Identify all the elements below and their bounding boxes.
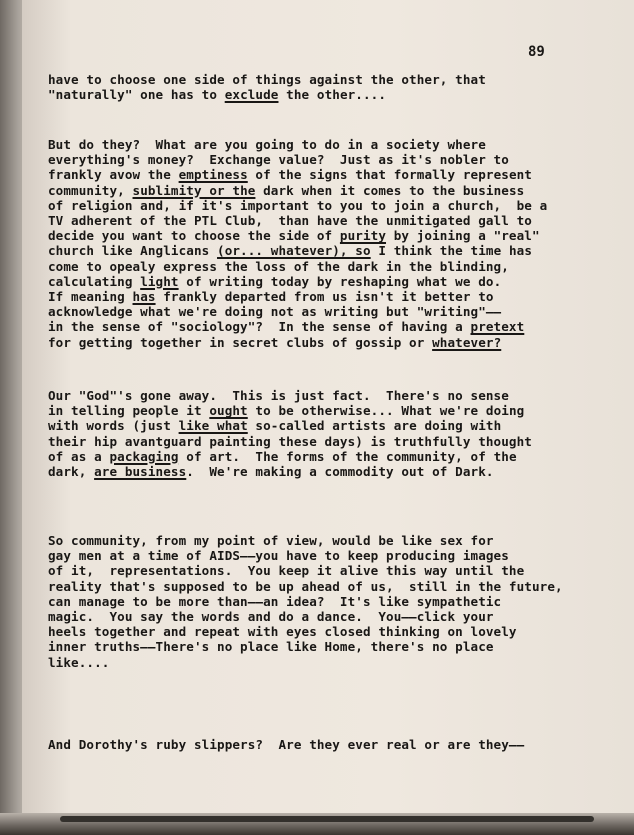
- book-bottom-edge: [0, 813, 634, 835]
- text-segment: in the sense of "sociology"? In the sense of having a: [48, 319, 471, 335]
- page-number: 89: [528, 44, 545, 60]
- text-line: [48, 434, 532, 450]
- text-segment: of it, representations. You keep it alive this way until the: [48, 563, 525, 579]
- underlined-text: whatever?: [432, 334, 502, 350]
- text-segment: If meaning: [48, 289, 133, 304]
- text-line: [48, 335, 501, 351]
- text-segment: of the signs that formally represent: [247, 167, 532, 183]
- text-line: [48, 609, 494, 625]
- text-segment: frankly avow the: [48, 167, 179, 183]
- underlined-text: has: [132, 289, 156, 304]
- text-segment: have to choose one side of things against the other, that: [48, 72, 486, 87]
- text-segment: the other....: [278, 87, 387, 103]
- text-segment: I think the time has: [370, 243, 532, 259]
- text-segment: So community, from my point of view, would be like sex for: [48, 533, 494, 548]
- text-segment: But do they? What are you going to do in a society where: [48, 137, 486, 152]
- text-segment: of art. The forms of the community, of the: [178, 448, 517, 464]
- text-segment: dark when it comes to the business: [255, 182, 525, 198]
- underlined-text: pretext: [470, 319, 525, 335]
- text-segment: church like Anglicans: [48, 243, 218, 259]
- text-line: [48, 737, 524, 753]
- underlined-text: (or... whatever), so: [217, 243, 371, 259]
- text-segment: calculating: [48, 273, 141, 289]
- underlined-text: exclude: [224, 87, 279, 103]
- text-segment: TV adherent of the PTL Club, than have the unmitigated gall to: [48, 213, 532, 228]
- text-segment: heels together and repeat with eyes closed thinking on lovely: [48, 624, 517, 640]
- underlined-text: light: [140, 273, 179, 289]
- text-segment: magic. You say the words and do a dance. You——click your: [48, 609, 494, 624]
- text-segment: for getting together in secret clubs of gossip or: [48, 334, 433, 350]
- text-segment: everything's money? Exchange value? Just as it's nobler to: [48, 152, 509, 168]
- text-segment: gay men at a time of AIDS——you have to keep producing images: [48, 548, 509, 564]
- text-line: [48, 213, 532, 229]
- text-line: [48, 449, 517, 465]
- text-line: [48, 594, 501, 610]
- text-segment: of writing today by reshaping what we do.: [178, 273, 502, 289]
- text-line: [48, 228, 540, 244]
- text-segment: so-called artists are doing with: [247, 418, 502, 434]
- underlined-text: like what: [178, 418, 248, 434]
- text-line: [48, 418, 501, 434]
- text-line: [48, 624, 517, 640]
- text-line: [48, 183, 524, 199]
- text-line: [48, 403, 524, 419]
- text-segment: Our "God"'s gone away. This is just fact. There's no sense: [48, 388, 509, 403]
- underlined-text: ought: [209, 403, 248, 419]
- text-line: [48, 563, 524, 579]
- text-segment: community,: [48, 182, 133, 198]
- text-line: [48, 72, 486, 88]
- text-line: [48, 388, 509, 404]
- text-segment: of religion and, if it's important to you to join a church, be a: [48, 197, 548, 213]
- underlined-text: purity: [339, 228, 387, 244]
- underlined-text: emptiness: [178, 167, 248, 183]
- text-segment: decide you want to choose the side of: [48, 228, 340, 244]
- text-segment: to be otherwise... What we're doing: [247, 403, 525, 419]
- text-line: [48, 259, 509, 275]
- text-segment: come to opealy express the loss of the dark in the blinding,: [48, 258, 509, 274]
- text-line: [48, 167, 532, 183]
- text-segment: dark,: [48, 464, 95, 479]
- text-segment: with words (just: [48, 418, 179, 434]
- text-segment: by joining a "real": [386, 228, 540, 244]
- text-segment: of as a: [48, 448, 110, 464]
- text-line: [48, 152, 509, 168]
- text-segment: . We're making a commodity out of Dark.: [186, 464, 494, 479]
- text-line: [48, 274, 501, 290]
- text-segment: their hip avantguard painting these days) is truthfully thought: [48, 433, 532, 449]
- underlined-text: are business: [94, 464, 187, 479]
- underlined-text: packaging: [109, 448, 179, 464]
- text-line: [48, 319, 524, 335]
- text-line: [48, 533, 494, 549]
- text-segment: And Dorothy's ruby slippers? Are they ever real or are they——: [48, 737, 525, 752]
- text-line: [48, 655, 109, 671]
- text-line: [48, 198, 547, 214]
- text-segment: inner truths——There's no place like Home, there's no place: [48, 639, 494, 655]
- underlined-text: sublimity or the: [132, 182, 256, 198]
- text-segment: in telling people it: [48, 403, 210, 419]
- text-segment: acknowledge what we're doing not as writing but "writing"——: [48, 304, 502, 320]
- text-line: [48, 548, 509, 564]
- text-line: [48, 87, 386, 103]
- text-segment: can manage to be more than——an idea? It's like sympathetic: [48, 593, 502, 609]
- text-segment: reality that's supposed to be up ahead of us, still in the future,: [48, 578, 563, 594]
- text-line: [48, 243, 532, 259]
- text-line: [48, 137, 486, 153]
- text-segment: "naturally" one has to: [48, 87, 225, 103]
- text-line: [48, 639, 494, 655]
- text-line: [48, 464, 494, 480]
- text-segment: frankly departed from us isn't it better to: [155, 289, 494, 304]
- text-line: [48, 304, 501, 320]
- text-segment: like....: [48, 654, 110, 670]
- text-line: [48, 289, 494, 305]
- text-line: [48, 579, 563, 595]
